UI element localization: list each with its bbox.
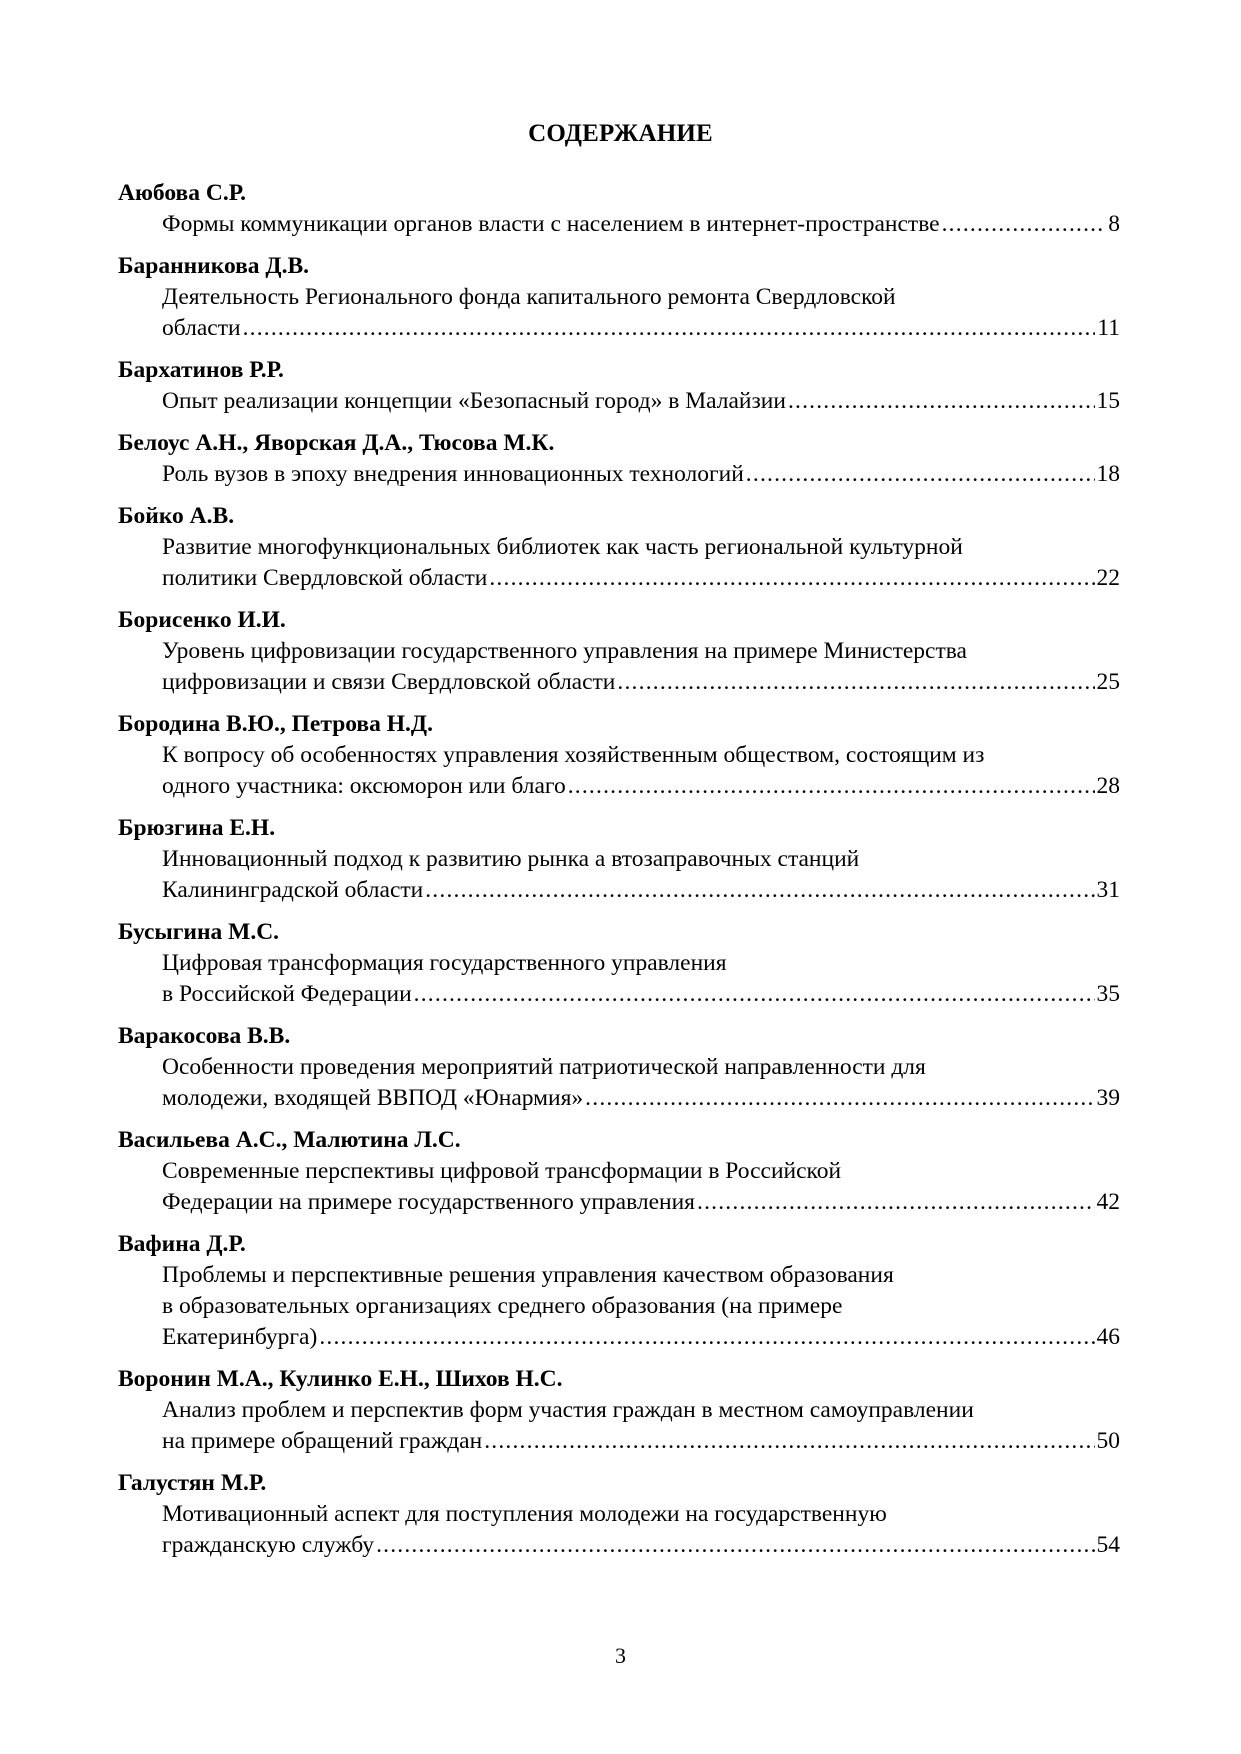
toc-entry-title-line [162, 875, 1120, 906]
toc-entry-title-text: Опыт реализации концепции «Безопасный город» в Малайзии [162, 388, 786, 414]
toc-entry-author: Галустян М.Р. [118, 1470, 267, 1496]
toc-entry-page-number: 50 [1096, 1428, 1120, 1454]
toc-entry-title-line [162, 771, 1120, 802]
toc-entry [118, 1125, 1120, 1218]
toc-entry-title [118, 532, 1120, 594]
toc-entry-page-number: 11 [1097, 315, 1120, 341]
toc-entry-title-line [162, 979, 1120, 1010]
toc-entry [118, 355, 1120, 417]
toc-entry-title-text: Екатеринбурга) [162, 1324, 318, 1350]
toc-entry-author: Вафина Д.Р. [118, 1231, 246, 1257]
toc-entry-page-number: 31 [1096, 877, 1120, 903]
toc-entry-title-text: Формы коммуникации органов власти с населением в интернет-пространстве [162, 211, 940, 237]
toc-entry-author: Борисенко И.И. [118, 607, 286, 633]
toc-entry-title [118, 1395, 1120, 1457]
toc-entry-title-line [162, 1187, 1120, 1218]
dot-leader [425, 875, 1094, 906]
toc-entry-page-number: 39 [1096, 1085, 1120, 1111]
toc-entry [118, 1468, 1120, 1561]
page-number: 3 [615, 1643, 626, 1668]
dot-leader [484, 1426, 1094, 1457]
toc-entry-page-number: 42 [1096, 1189, 1120, 1215]
toc-entry-title-text: цифровизации и связи Свердловской области [162, 669, 616, 695]
toc-entry-page-number: 35 [1096, 981, 1120, 1007]
toc-entry-title-line [162, 1426, 1120, 1457]
toc-entry-title-text: области [162, 315, 241, 341]
toc-entry-author: Аюбова С.Р. [118, 180, 246, 206]
toc-entry [118, 1229, 1120, 1353]
toc-entry [118, 251, 1120, 344]
toc-entry-title-line: Проблемы и перспективные решения управления качеством образования [162, 1262, 894, 1288]
toc-entry-title-text: Калининградской области [162, 877, 424, 903]
toc-entry-title-line: Современные перспективы цифровой трансформации в Российской [162, 1158, 842, 1184]
toc-entry [118, 428, 1120, 490]
toc-entry-author: Васильева А.С., Малютина Л.С. [118, 1127, 461, 1153]
toc-entry-title-line [162, 1322, 1120, 1353]
dot-leader [243, 313, 1096, 344]
toc-entry-title [118, 636, 1120, 698]
toc-entry [118, 917, 1120, 1010]
toc-entry-author: Бусыгина М.С. [118, 919, 280, 945]
dot-leader [585, 1083, 1094, 1114]
toc-entry-title-text: гражданскую службу [162, 1532, 375, 1558]
table-of-contents [118, 178, 1120, 1572]
toc-entry-title [118, 1156, 1120, 1218]
toc-entry-author: Воронин М.А., Кулинко Е.Н., Шихов Н.С. [118, 1366, 563, 1392]
toc-entry-title-line [162, 459, 1120, 490]
toc-entry-author: Бойко А.В. [118, 503, 235, 529]
dot-leader [489, 563, 1094, 594]
toc-entry [118, 813, 1120, 906]
toc-entry-title-line: в образовательных организациях среднего образования (на примере [162, 1293, 843, 1319]
toc-entry-page-number: 18 [1096, 461, 1120, 487]
toc-entry-title-line: Цифровая трансформация государственного управления [162, 950, 727, 976]
toc-entry-page-number: 22 [1096, 565, 1120, 591]
toc-entry [118, 605, 1120, 698]
toc-entry-page-number: 54 [1096, 1532, 1120, 1558]
dot-leader [376, 1530, 1094, 1561]
dot-leader [746, 459, 1095, 490]
toc-entry-page-number: 28 [1096, 773, 1120, 799]
dot-leader [697, 1187, 1095, 1218]
toc-entry-title-line: Развитие многофункциональных библиотек как часть региональной культурной [162, 534, 963, 560]
toc-entry-title-text: на примере обращений граждан [162, 1428, 483, 1454]
toc-entry-title [118, 209, 1120, 240]
toc-entry [118, 1364, 1120, 1457]
dot-leader [788, 386, 1095, 417]
toc-entry-title-text: политики Свердловской области [162, 565, 488, 591]
toc-entry [118, 709, 1120, 802]
toc-entry-title-text: молодежи, входящей ВВПОД «Юнармия» [162, 1085, 584, 1111]
toc-entry-title-line [162, 209, 1120, 240]
toc-entry-page-number: 25 [1096, 669, 1120, 695]
toc-entry-title [118, 844, 1120, 906]
toc-entry-title-text: Федерации на примере государственного управления [162, 1189, 695, 1215]
dot-leader [319, 1322, 1094, 1353]
dot-leader [568, 771, 1095, 802]
dot-leader [617, 667, 1094, 698]
toc-entry-title-line: Деятельность Регионального фонда капитального ремонта Свердловской [162, 284, 896, 310]
toc-entry-title-text: Роль вузов в эпоху внедрения инновационных технологий [162, 461, 744, 487]
toc-entry-title-line: Инновационный подход к развитию рынка а втозаправочных станций [162, 846, 860, 872]
toc-entry-title [118, 1499, 1120, 1561]
toc-entry-title [118, 948, 1120, 1010]
toc-entry-title-line [162, 667, 1120, 698]
toc-entry-title-line: К вопросу об особенностях управления хозяйственным обществом, состоящим из [162, 742, 985, 768]
dot-leader [414, 979, 1095, 1010]
toc-entry-page-number: 46 [1096, 1324, 1120, 1350]
toc-entry [118, 1021, 1120, 1114]
toc-entry-title [118, 1052, 1120, 1114]
toc-entry-title [118, 282, 1120, 344]
toc-entry-author: Бархатинов Р.Р. [118, 357, 284, 383]
toc-entry-title-line: Уровень цифровизации государственного управления на примере Министерства [162, 638, 967, 664]
toc-entry-title-line [162, 1083, 1120, 1114]
toc-entry-page-number: 15 [1096, 388, 1120, 414]
toc-entry-title-line [162, 563, 1120, 594]
toc-entry-author: Белоус А.Н., Яворская Д.А., Тюсова М.К. [118, 430, 555, 456]
toc-entry-author: Бородина В.Ю., Петрова Н.Д. [118, 711, 433, 737]
toc-entry-title-line: Анализ проблем и перспектив форм участия граждан в местном самоуправлении [162, 1397, 974, 1423]
toc-entry-title [118, 1260, 1120, 1353]
toc-entry [118, 501, 1120, 594]
toc-entry-title [118, 740, 1120, 802]
toc-entry-author: Брюзгина Е.Н. [118, 815, 276, 841]
toc-entry-title-line: Особенности проведения мероприятий патриотической направленности для [162, 1054, 926, 1080]
toc-entry-page-number: 8 [1108, 211, 1120, 237]
toc-entry-title-text: в Российской Федерации [162, 981, 412, 1007]
page-title: СОДЕРЖАНИЕ [528, 120, 713, 147]
toc-entry-title-line [162, 313, 1120, 344]
toc-entry-author: Варакосова В.В. [118, 1023, 291, 1049]
toc-entry [118, 178, 1120, 240]
toc-entry-title-line: Мотивационный аспект для поступления молодежи на государственную [162, 1501, 887, 1527]
toc-entry-title-text: одного участника: оксюморон или благо [162, 773, 566, 799]
toc-entry-title [118, 459, 1120, 490]
toc-entry-title-line [162, 386, 1120, 417]
toc-entry-title [118, 386, 1120, 417]
toc-entry-title-line [162, 1530, 1120, 1561]
toc-entry-author: Баранникова Д.В. [118, 253, 310, 279]
dot-leader [942, 209, 1107, 240]
